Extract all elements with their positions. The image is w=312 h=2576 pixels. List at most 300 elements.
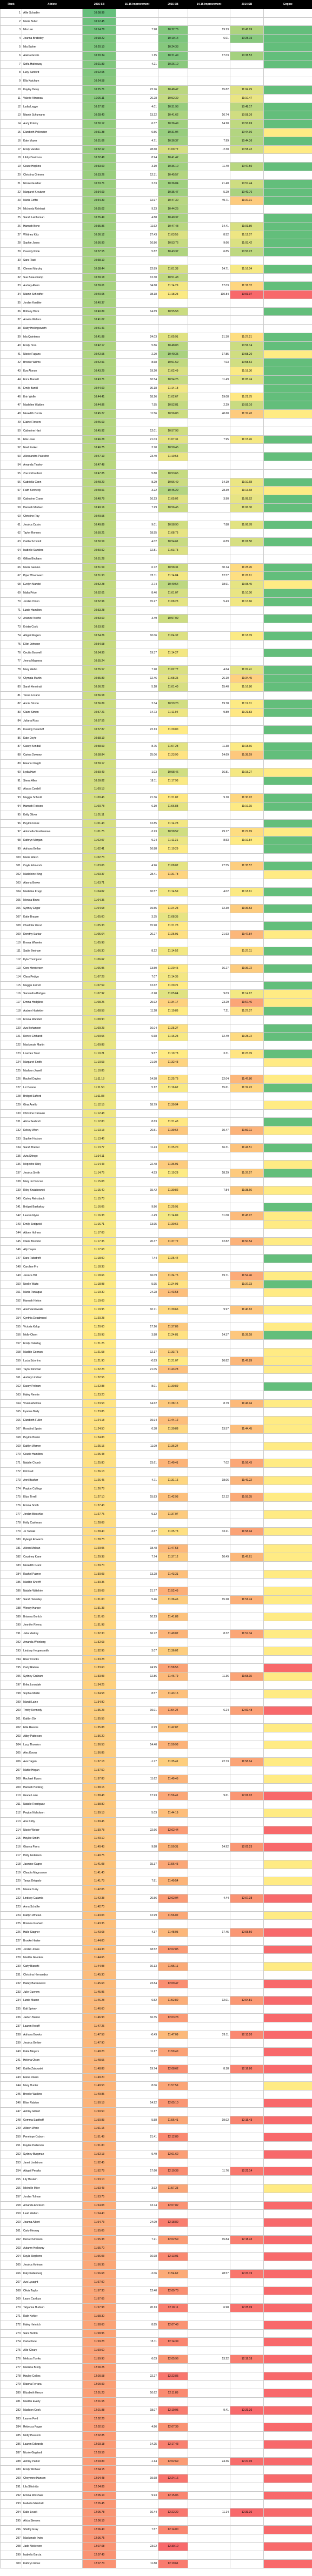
athlete-cell[interactable]: Eleanor Knight (22, 759, 83, 768)
rank-cell[interactable]: 294 (1, 2508, 22, 2517)
table-row[interactable] (1, 376, 312, 385)
engine-cell[interactable] (264, 589, 312, 597)
rank-cell[interactable]: 288 (1, 2457, 22, 2466)
sb-2015-cell[interactable]: 10:22.76 (158, 26, 188, 35)
engine-cell[interactable] (264, 1357, 312, 1365)
rank-cell[interactable]: 250 (1, 2133, 22, 2142)
rank-cell[interactable]: 216 (1, 1843, 22, 1852)
sb-2015-cell[interactable]: 11:57.59 (158, 2082, 188, 2091)
table-row[interactable] (1, 913, 312, 922)
engine-cell[interactable] (264, 2269, 312, 2278)
table-row[interactable] (1, 9, 312, 17)
engine-cell[interactable] (264, 1911, 312, 1920)
table-row[interactable] (1, 1937, 312, 1945)
rank-cell[interactable]: 99 (1, 845, 22, 853)
engine-cell[interactable] (264, 965, 312, 973)
engine-cell[interactable] (264, 2381, 312, 2389)
sb-2014-cell[interactable] (230, 2201, 264, 2210)
engine-cell[interactable] (264, 2159, 312, 2167)
rank-cell[interactable]: 210 (1, 1792, 22, 1800)
athlete-cell[interactable]: Mary Jo Duncan (22, 1177, 83, 1186)
sb-2015-cell[interactable] (158, 1109, 188, 1118)
col-header-rank[interactable]: Rank (1, 1, 22, 9)
improvement-14-15-cell[interactable] (188, 1971, 230, 1980)
improvement-15-16-cell[interactable] (116, 2449, 158, 2457)
engine-cell[interactable] (264, 26, 312, 35)
improvement-14-15-cell[interactable] (188, 785, 230, 794)
athlete-cell[interactable]: Cheyenne Hansen (22, 2474, 83, 2483)
sb-2015-cell[interactable] (158, 1715, 188, 1724)
improvement-15-16-cell[interactable]: 28.60 (116, 145, 158, 154)
table-row[interactable] (1, 922, 312, 930)
sb-2016-cell[interactable]: 11:54.40 (83, 2210, 116, 2218)
table-row[interactable] (1, 1809, 312, 1817)
rank-cell[interactable]: 173 (1, 1476, 22, 1485)
engine-cell[interactable] (264, 1647, 312, 1655)
improvement-14-15-cell[interactable]: 11.49 (188, 376, 230, 385)
rank-cell[interactable]: 202 (1, 1723, 22, 1732)
sb-2014-cell[interactable] (230, 1340, 264, 1348)
sb-2016-cell[interactable]: 11:34.58 (83, 1689, 116, 1698)
improvement-15-16-cell[interactable]: 17.93 (116, 1792, 158, 1800)
improvement-15-16-cell[interactable]: 15.27 (116, 597, 158, 606)
improvement-14-15-cell[interactable]: 10.47 (188, 1127, 230, 1135)
engine-cell[interactable] (264, 1280, 312, 1289)
sb-2016-cell[interactable]: 11:31.98 (83, 1621, 116, 1630)
sb-2016-cell[interactable]: 10:56.22 (83, 683, 116, 691)
engine-cell[interactable] (264, 981, 312, 990)
improvement-15-16-cell[interactable]: 22.11 (116, 572, 158, 581)
athlete-cell[interactable]: Audrey Ahern (22, 282, 83, 291)
sb-2014-cell[interactable] (230, 2150, 264, 2159)
improvement-15-16-cell[interactable]: 5.58 (116, 2116, 158, 2125)
improvement-15-16-cell[interactable] (116, 1536, 158, 1545)
improvement-15-16-cell[interactable]: -1.49 (116, 1212, 158, 1220)
rank-cell[interactable]: 267 (1, 2278, 22, 2287)
rank-cell[interactable]: 212 (1, 1809, 22, 1817)
sb-2015-cell[interactable]: 11:37.86 (158, 1323, 188, 1331)
sb-2016-cell[interactable]: 10:27.92 (83, 103, 116, 111)
sb-2016-cell[interactable]: 11:48.88 (83, 2065, 116, 2073)
improvement-14-15-cell[interactable]: 6.24 (188, 1707, 230, 1715)
improvement-15-16-cell[interactable]: 19.68 (116, 2474, 158, 2483)
sb-2015-cell[interactable]: 11:03.73 (158, 547, 188, 555)
sb-2015-cell[interactable]: 11:59.40 (158, 2048, 188, 2056)
engine-cell[interactable] (264, 1152, 312, 1161)
rank-cell[interactable]: 74 (1, 631, 22, 640)
sb-2014-cell[interactable] (230, 69, 264, 77)
engine-cell[interactable] (264, 2466, 312, 2474)
improvement-14-15-cell[interactable] (188, 1877, 230, 1886)
sb-2014-cell[interactable]: 11:56.43 (230, 1459, 264, 1468)
engine-cell[interactable] (264, 2082, 312, 2091)
improvement-14-15-cell[interactable] (188, 1937, 230, 1945)
sb-2015-cell[interactable]: 10:21.49 (158, 51, 188, 60)
improvement-14-15-cell[interactable] (188, 2389, 230, 2398)
sb-2016-cell[interactable]: 11:04.35 (83, 896, 116, 905)
sb-2016-cell[interactable]: 12:02.53 (83, 2423, 116, 2432)
improvement-14-15-cell[interactable] (188, 2184, 230, 2193)
sb-2015-cell[interactable]: 10:58.90 (158, 521, 188, 529)
improvement-14-15-cell[interactable]: 19.02 (188, 2116, 230, 2125)
sb-2015-cell[interactable]: 10:58.31 (158, 563, 188, 572)
sb-2014-cell[interactable] (230, 1775, 264, 1783)
improvement-15-16-cell[interactable]: 20.13 (116, 2304, 158, 2312)
athlete-cell[interactable]: Lizzie Mason (22, 1997, 83, 2005)
improvement-15-16-cell[interactable] (116, 1903, 158, 1911)
athlete-cell[interactable]: Hayley Collins (22, 2372, 83, 2381)
improvement-14-15-cell[interactable] (188, 1468, 230, 1476)
sb-2016-cell[interactable]: 12:03.18 (83, 2440, 116, 2449)
table-row[interactable] (1, 2150, 312, 2159)
sb-2016-cell[interactable]: 10:57.21 (83, 709, 116, 717)
sb-2015-cell[interactable]: 12:22.85 (158, 2372, 188, 2381)
sb-2015-cell[interactable]: 11:23.90 (158, 751, 188, 760)
engine-cell[interactable] (264, 1945, 312, 1954)
improvement-14-15-cell[interactable] (188, 2091, 230, 2099)
improvement-15-16-cell[interactable]: 15.11 (116, 2338, 158, 2346)
table-row[interactable] (1, 1485, 312, 1493)
sb-2016-cell[interactable]: 11:12.80 (83, 1118, 116, 1127)
engine-cell[interactable] (264, 1920, 312, 1928)
improvement-15-16-cell[interactable]: 7.20 (116, 666, 158, 675)
improvement-14-15-cell[interactable] (188, 853, 230, 862)
sb-2016-cell[interactable]: 11:56.68 (83, 2269, 116, 2278)
rank-cell[interactable]: 18 (1, 154, 22, 163)
athlete-cell[interactable]: Catherine Hart (22, 427, 83, 435)
rank-cell[interactable]: 221 (1, 1886, 22, 1894)
improvement-14-15-cell[interactable] (188, 615, 230, 623)
sb-2016-cell[interactable]: 11:16.71 (83, 1220, 116, 1229)
table-row[interactable] (1, 453, 312, 461)
sb-2014-cell[interactable] (230, 1886, 264, 1894)
athlete-cell[interactable]: Jessica Hofman (22, 2261, 83, 2270)
athlete-cell[interactable]: Carly Bianchi (22, 1963, 83, 1971)
table-row[interactable] (1, 649, 312, 657)
engine-cell[interactable] (264, 1843, 312, 1852)
improvement-14-15-cell[interactable] (188, 2244, 230, 2253)
sb-2014-cell[interactable] (230, 1161, 264, 1169)
athlete-cell[interactable]: Brooke Willms (22, 359, 83, 367)
sb-2016-cell[interactable]: 11:21.25 (83, 1340, 116, 1348)
engine-cell[interactable] (264, 1809, 312, 1817)
sb-2016-cell[interactable]: 11:38.15 (83, 1783, 116, 1792)
sb-2014-cell[interactable]: 11:06.30 (230, 504, 264, 512)
athlete-cell[interactable]: Gemma Saathoff (22, 2116, 83, 2125)
engine-cell[interactable] (264, 282, 312, 291)
sb-2015-cell[interactable] (158, 1391, 188, 1399)
sb-2014-cell[interactable] (230, 1715, 264, 1724)
improvement-14-15-cell[interactable] (188, 1920, 230, 1928)
sb-2016-cell[interactable]: 10:48.20 (83, 478, 116, 487)
col-header-15-16-improvement[interactable]: 15-16 Improvement (116, 1, 158, 9)
table-row[interactable] (1, 743, 312, 751)
athlete-cell[interactable]: Ella Lowe (22, 435, 83, 444)
sb-2015-cell[interactable]: 10:24.33 (158, 43, 188, 51)
sb-2016-cell[interactable]: 10:46.28 (83, 435, 116, 444)
engine-cell[interactable] (264, 1655, 312, 1664)
sb-2016-cell[interactable]: 11:44.65 (83, 1954, 116, 1963)
improvement-14-15-cell[interactable] (188, 922, 230, 930)
sb-2014-cell[interactable]: 11:58.15 (230, 1673, 264, 1681)
sb-2015-cell[interactable]: 11:25.27 (158, 1024, 188, 1033)
sb-2016-cell[interactable]: 10:55.24 (83, 657, 116, 666)
sb-2014-cell[interactable] (230, 1920, 264, 1928)
improvement-15-16-cell[interactable]: 18.26 (116, 393, 158, 401)
sb-2016-cell[interactable]: 11:44.33 (83, 1945, 116, 1954)
table-row[interactable] (1, 2073, 312, 2082)
sb-2016-cell[interactable]: 11:35.55 (83, 1715, 116, 1724)
athlete-cell[interactable]: Tessa Lozano (22, 691, 83, 700)
rank-cell[interactable]: 11 (1, 94, 22, 103)
sb-2016-cell[interactable]: 11:01.75 (83, 828, 116, 837)
sb-2016-cell[interactable]: 10:45.92 (83, 427, 116, 435)
improvement-14-15-cell[interactable] (188, 1289, 230, 1297)
engine-cell[interactable] (264, 939, 312, 947)
improvement-14-15-cell[interactable] (188, 453, 230, 461)
engine-cell[interactable] (264, 1570, 312, 1579)
sb-2016-cell[interactable]: 11:31.00 (83, 1596, 116, 1604)
engine-cell[interactable] (264, 248, 312, 257)
sb-2016-cell[interactable]: 10:52.61 (83, 589, 116, 597)
improvement-15-16-cell[interactable]: 8.29 (116, 478, 158, 487)
rank-cell[interactable]: 218 (1, 1860, 22, 1869)
sb-2016-cell[interactable]: 11:05.98 (83, 939, 116, 947)
engine-cell[interactable] (264, 1365, 312, 1374)
engine-cell[interactable] (264, 1988, 312, 1997)
athlete-cell[interactable]: Olympia Martin (22, 674, 83, 683)
sb-2015-cell[interactable] (158, 1502, 188, 1510)
improvement-14-15-cell[interactable] (188, 384, 230, 393)
sb-2015-cell[interactable]: 11:36.46 (158, 1596, 188, 1604)
improvement-15-16-cell[interactable] (116, 2244, 158, 2253)
table-row[interactable] (1, 1109, 312, 1118)
sb-2015-cell[interactable]: 10:19.14 (158, 35, 188, 43)
rank-cell[interactable]: 2 (1, 17, 22, 26)
sb-2014-cell[interactable] (230, 2415, 264, 2423)
engine-cell[interactable] (264, 239, 312, 248)
athlete-cell[interactable]: Margaret Kreutzer (22, 188, 83, 197)
table-row[interactable] (1, 2560, 312, 2568)
improvement-14-15-cell[interactable]: 21.93 (188, 930, 230, 939)
athlete-cell[interactable]: Jo Tamaki (22, 1527, 83, 1536)
sb-2015-cell[interactable]: 12:30.10 (158, 2543, 188, 2551)
sb-2014-cell[interactable]: 10:56.14 (230, 341, 264, 350)
sb-2014-cell[interactable] (230, 759, 264, 768)
sb-2015-cell[interactable] (158, 2432, 188, 2440)
improvement-15-16-cell[interactable]: 24.03 (116, 333, 158, 342)
sb-2015-cell[interactable] (158, 2346, 188, 2355)
table-row[interactable] (1, 2133, 312, 2142)
engine-cell[interactable] (264, 154, 312, 163)
sb-2016-cell[interactable]: 11:30.35 (83, 1579, 116, 1587)
sb-2015-cell[interactable]: 11:08.02 (158, 862, 188, 871)
improvement-14-15-cell[interactable] (188, 2125, 230, 2133)
athlete-cell[interactable]: Jasmine Gagne (22, 1860, 83, 1869)
athlete-cell[interactable]: Laura Cardoza (22, 2295, 83, 2304)
engine-cell[interactable] (264, 1903, 312, 1911)
engine-cell[interactable] (264, 1886, 312, 1894)
engine-cell[interactable] (264, 1374, 312, 1383)
sb-2015-cell[interactable] (158, 2534, 188, 2543)
table-row[interactable] (1, 2065, 312, 2073)
sb-2014-cell[interactable]: 11:27.69 (230, 828, 264, 837)
rank-cell[interactable]: 38 (1, 325, 22, 333)
table-row[interactable] (1, 2534, 312, 2543)
improvement-14-15-cell[interactable] (188, 1374, 230, 1383)
sb-2015-cell[interactable]: 11:34.75 (158, 1271, 188, 1280)
table-row[interactable] (1, 521, 312, 529)
table-row[interactable] (1, 2253, 312, 2261)
engine-cell[interactable] (264, 615, 312, 623)
improvement-15-16-cell[interactable]: 8.68 (116, 359, 158, 367)
improvement-14-15-cell[interactable]: 18.29 (188, 1169, 230, 1178)
athlete-cell[interactable]: Eva Alonso (22, 367, 83, 376)
sb-2014-cell[interactable]: 11:27.11 (230, 947, 264, 956)
improvement-14-15-cell[interactable]: 14.92 (188, 1843, 230, 1852)
sb-2015-cell[interactable]: 10:50.45 (158, 444, 188, 453)
sb-2015-cell[interactable]: 11:37.07 (158, 1510, 188, 1519)
sb-2015-cell[interactable]: 11:08.76 (158, 529, 188, 538)
sb-2016-cell[interactable]: 11:36.85 (83, 1749, 116, 1758)
sb-2014-cell[interactable]: 11:19.15 (230, 802, 264, 811)
improvement-15-16-cell[interactable]: 11.43 (116, 1143, 158, 1152)
sb-2015-cell[interactable] (158, 1681, 188, 1689)
athlete-cell[interactable]: Emily Vanden (22, 145, 83, 154)
sb-2014-cell[interactable] (230, 2338, 264, 2346)
table-row[interactable] (1, 623, 312, 632)
table-row[interactable] (1, 1348, 312, 1357)
table-row[interactable] (1, 879, 312, 888)
sb-2014-cell[interactable]: 11:21.75 (230, 393, 264, 401)
sb-2016-cell[interactable]: 10:50.21 (83, 529, 116, 538)
sb-2014-cell[interactable]: 11:39.18 (230, 1331, 264, 1340)
sb-2015-cell[interactable]: 10:56.49 (158, 478, 188, 487)
table-row[interactable] (1, 1383, 312, 1391)
improvement-14-15-cell[interactable]: 6.89 (188, 538, 230, 547)
improvement-14-15-cell[interactable] (188, 759, 230, 768)
sb-2015-cell[interactable] (158, 2449, 188, 2457)
table-row[interactable] (1, 461, 312, 470)
engine-cell[interactable] (264, 410, 312, 419)
sb-2015-cell[interactable]: 11:50.93 (158, 1741, 188, 1749)
sb-2016-cell[interactable]: 10:55.89 (83, 674, 116, 683)
engine-cell[interactable] (264, 461, 312, 470)
improvement-14-15-cell[interactable] (188, 1749, 230, 1758)
athlete-cell[interactable]: Cynthia Deadmond (22, 1314, 83, 1323)
improvement-15-16-cell[interactable]: 12.62 (116, 981, 158, 990)
table-row[interactable] (1, 1732, 312, 1741)
sb-2016-cell[interactable]: 11:50.18 (83, 2099, 116, 2108)
table-row[interactable] (1, 837, 312, 845)
improvement-14-15-cell[interactable] (188, 589, 230, 597)
rank-cell[interactable]: 92 (1, 785, 22, 794)
table-row[interactable] (1, 1792, 312, 1800)
sb-2016-cell[interactable]: 10:58.84 (83, 751, 116, 760)
sb-2015-cell[interactable] (158, 2551, 188, 2560)
athlete-cell[interactable]: Allison Wede (22, 2125, 83, 2133)
sb-2016-cell[interactable]: 11:00.46 (83, 794, 116, 803)
sb-2014-cell[interactable]: 11:18.66 (230, 743, 264, 751)
improvement-14-15-cell[interactable] (188, 1203, 230, 1212)
sb-2015-cell[interactable]: 11:52.80 (158, 1997, 188, 2005)
sb-2016-cell[interactable]: 11:05.00 (83, 913, 116, 922)
sb-2016-cell[interactable]: 11:53.10 (83, 2176, 116, 2184)
improvement-14-15-cell[interactable] (188, 341, 230, 350)
sb-2015-cell[interactable] (158, 640, 188, 649)
rank-cell[interactable]: 260 (1, 2218, 22, 2227)
engine-cell[interactable] (264, 785, 312, 794)
sb-2015-cell[interactable]: 12:05.10 (158, 2099, 188, 2108)
improvement-14-15-cell[interactable]: 26.82 (188, 1357, 230, 1365)
engine-cell[interactable] (264, 2039, 312, 2048)
table-row[interactable] (1, 2295, 312, 2304)
athlete-cell[interactable]: Evelyn Mandel (22, 581, 83, 589)
sb-2014-cell[interactable]: 11:05.74 (230, 376, 264, 385)
engine-cell[interactable] (264, 2048, 312, 2056)
rank-cell[interactable]: 79 (1, 674, 22, 683)
improvement-15-16-cell[interactable]: 0.56 (116, 128, 158, 137)
athlete-cell[interactable]: Sarah Brewer (22, 1143, 83, 1152)
sb-2014-cell[interactable] (230, 1015, 264, 1024)
sb-2015-cell[interactable]: 12:07.82 (158, 2201, 188, 2210)
table-row[interactable] (1, 341, 312, 350)
sb-2015-cell[interactable]: 10:53.65 (158, 469, 188, 478)
rank-cell[interactable]: 248 (1, 2116, 22, 2125)
improvement-15-16-cell[interactable]: 8.63 (116, 1118, 158, 1127)
engine-cell[interactable] (264, 1220, 312, 1229)
engine-cell[interactable] (264, 1425, 312, 1434)
improvement-15-16-cell[interactable]: 6.72 (116, 563, 158, 572)
sb-2015-cell[interactable]: 10:40.37 (158, 213, 188, 222)
table-row[interactable] (1, 1963, 312, 1971)
rank-cell[interactable]: 68 (1, 581, 22, 589)
rank-cell[interactable]: 207 (1, 1766, 22, 1775)
sb-2016-cell[interactable]: 10:32.48 (83, 154, 116, 163)
sb-2016-cell[interactable]: 11:44.98 (83, 1963, 116, 1971)
athlete-cell[interactable]: Kathryn Rioux (22, 2560, 83, 2568)
sb-2016-cell[interactable]: 12:02.85 (83, 2432, 116, 2440)
engine-cell[interactable] (264, 555, 312, 563)
engine-cell[interactable] (264, 453, 312, 461)
sb-2014-cell[interactable] (230, 2346, 264, 2355)
sb-2015-cell[interactable] (158, 2295, 188, 2304)
sb-2014-cell[interactable] (230, 2048, 264, 2056)
engine-cell[interactable] (264, 1561, 312, 1570)
rank-cell[interactable]: 240 (1, 2048, 22, 2056)
engine-cell[interactable] (264, 2440, 312, 2449)
sb-2016-cell[interactable]: 11:37.50 (83, 1766, 116, 1775)
table-row[interactable] (1, 265, 312, 273)
athlete-cell[interactable]: Clara Pedigo (22, 973, 83, 981)
sb-2014-cell[interactable] (230, 1621, 264, 1630)
improvement-15-16-cell[interactable] (116, 2142, 158, 2150)
sb-2016-cell[interactable]: 11:41.40 (83, 1869, 116, 1877)
rank-cell[interactable]: 50 (1, 427, 22, 435)
improvement-15-16-cell[interactable]: 20.37 (116, 1237, 158, 1246)
sb-2016-cell[interactable]: 10:39.18 (83, 273, 116, 282)
improvement-15-16-cell[interactable]: 6.68 (116, 1033, 158, 1041)
sb-2015-cell[interactable]: 11:14.59 (158, 887, 188, 896)
sb-2015-cell[interactable]: 11:30.66 (158, 1220, 188, 1229)
rank-cell[interactable]: 62 (1, 529, 22, 538)
sb-2016-cell[interactable]: 11:51.80 (83, 2142, 116, 2150)
engine-cell[interactable] (264, 1169, 312, 1178)
improvement-14-15-cell[interactable] (188, 154, 230, 163)
improvement-15-16-cell[interactable]: 6.03 (116, 2355, 158, 2363)
improvement-15-16-cell[interactable] (116, 2193, 158, 2201)
sb-2015-cell[interactable] (158, 1177, 188, 1186)
